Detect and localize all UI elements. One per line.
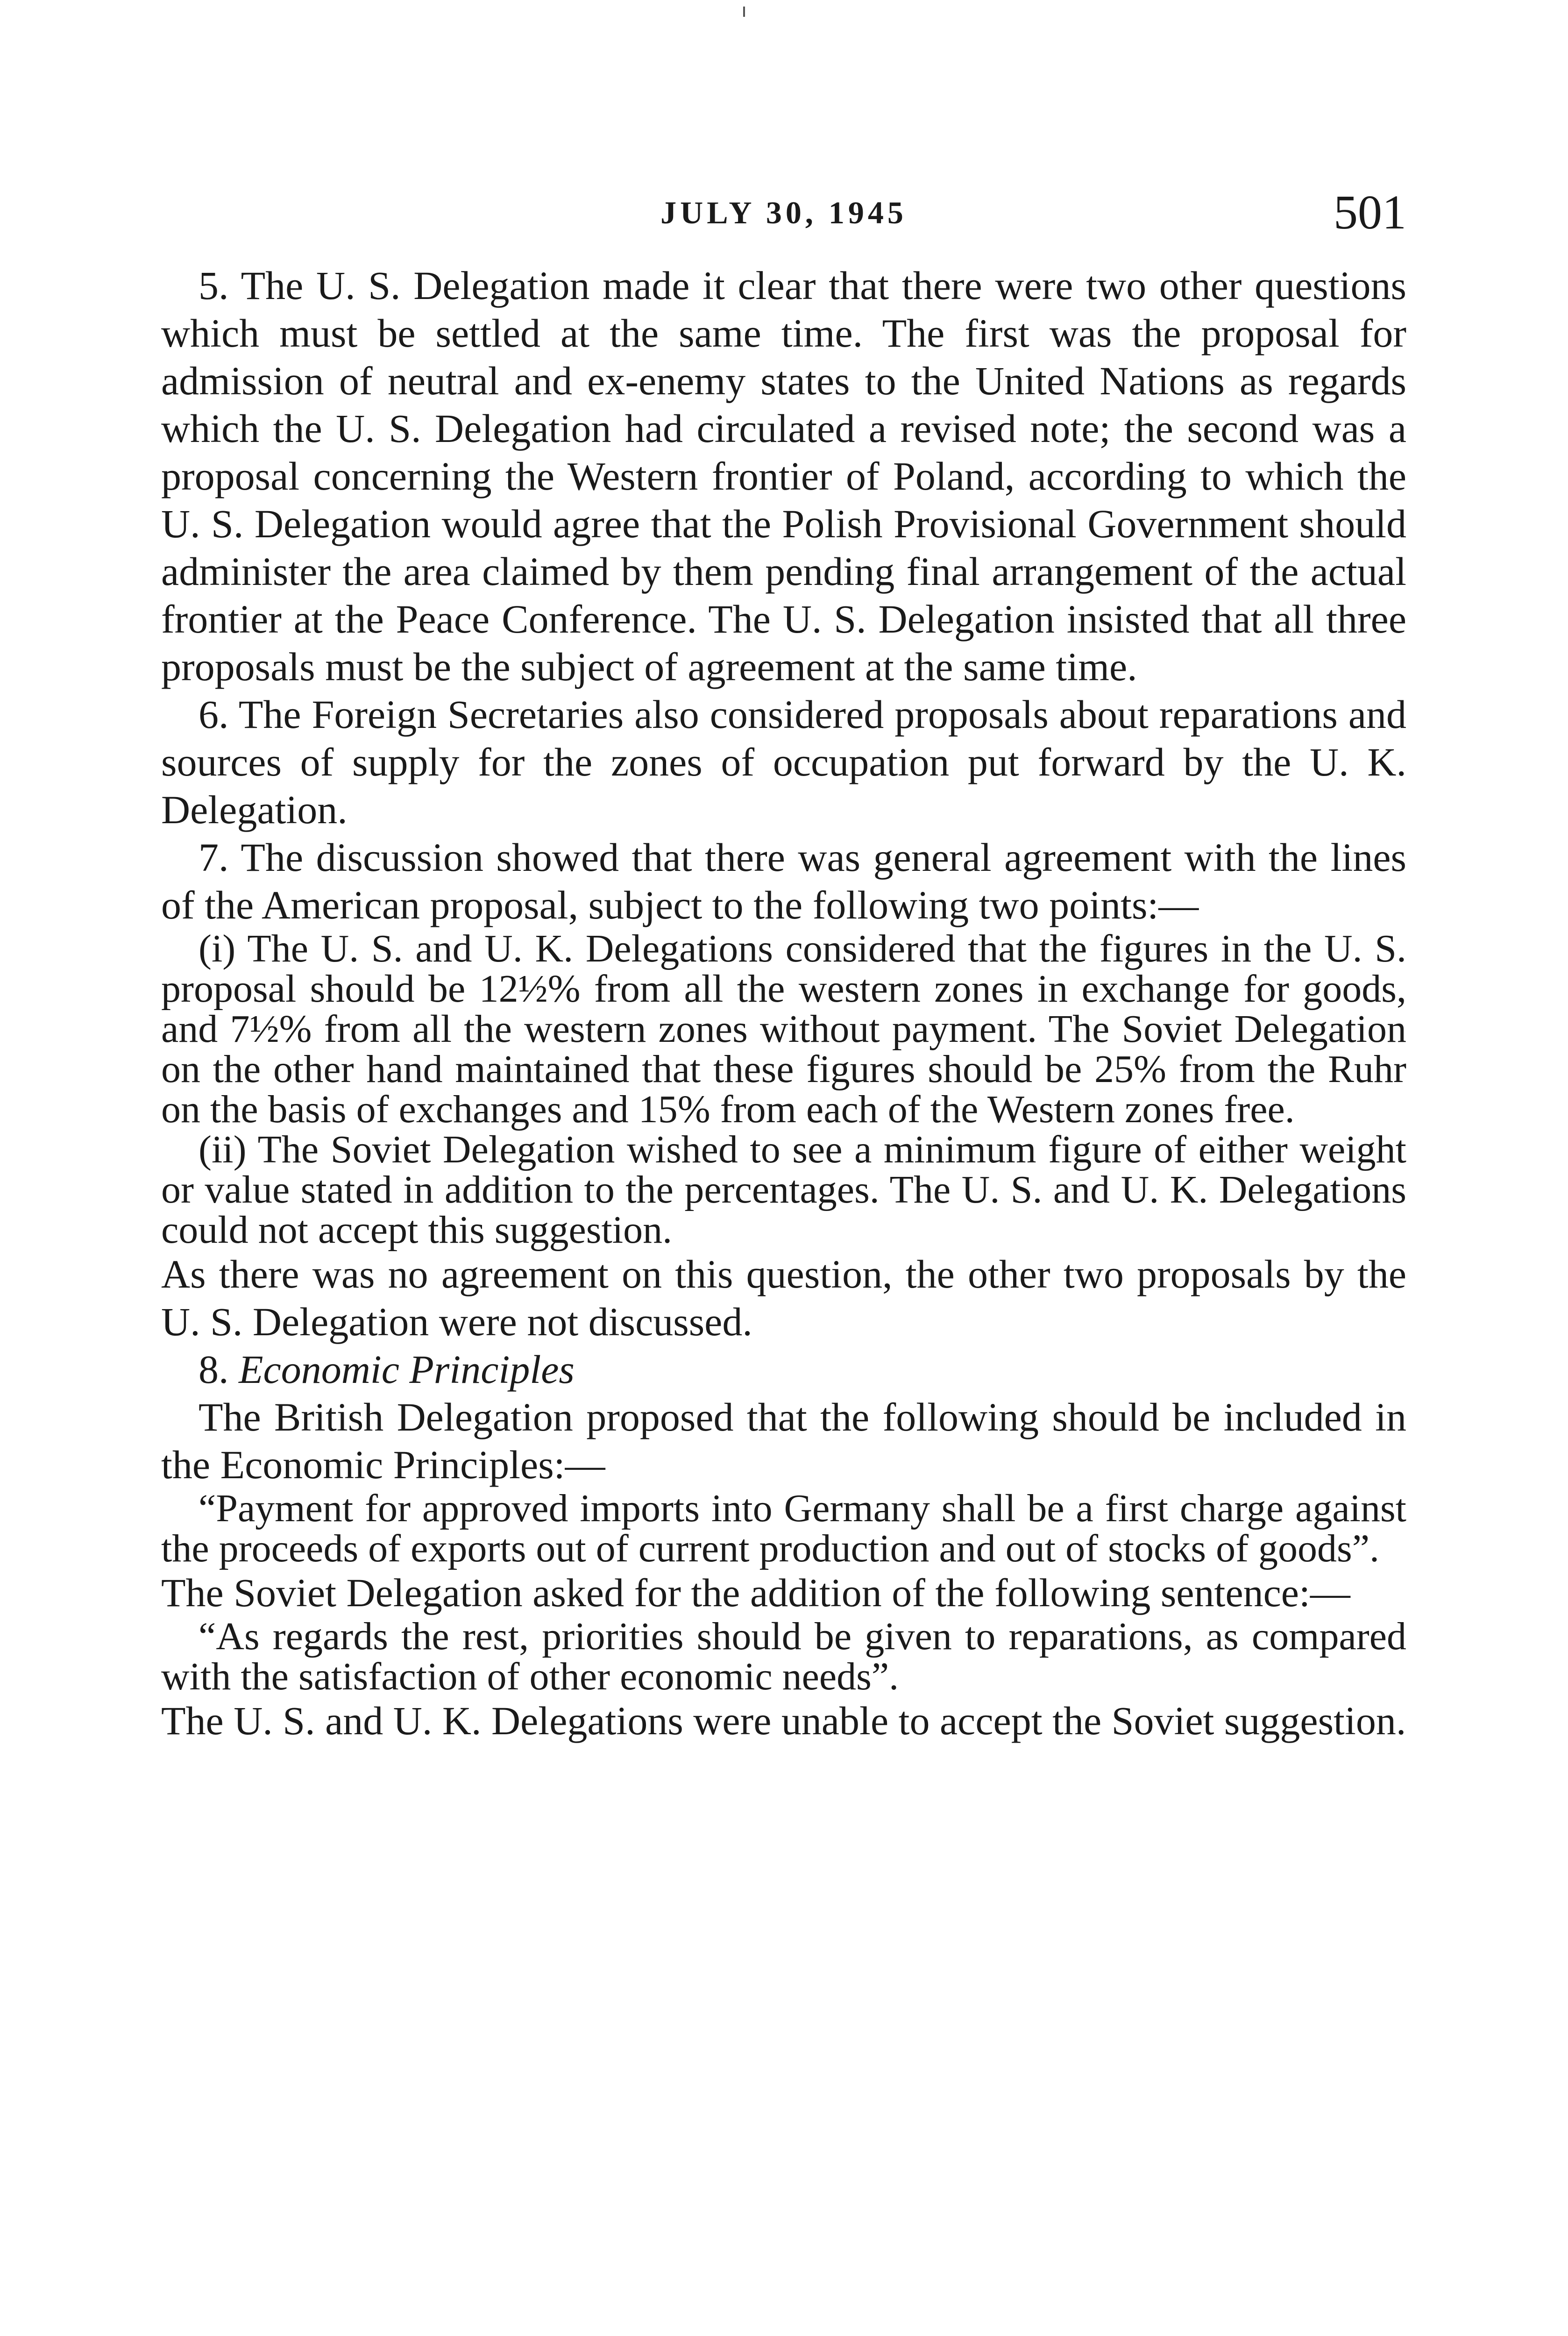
payment-quote: “Payment for approved imports into Germany shall be a first charge against the proceeds of exports out of current production and out of stocks of goods”. <box>161 1487 1406 1570</box>
paragraph-5: 5. The U. S. Delegation made it clear that there were two other questions which must be settled at the same time. The first was the proposal for admission of neutral and ex-enemy states to the United Nations as regards which the U. S. Delegation had circulated a revised note; the second was a proposal concerning the Western frontier of Poland, according to which the U. S. Delegation would agree that the Polish Provisional Government should administer the area claimed by them pending final arrangement of the actual frontier at the Peace Conference. The U. S. Delegation insisted that all three proposals must be the subject of agreement at the same time. <box>161 263 1406 689</box>
british-proposal-paragraph: The British Delegation proposed that the following should be included in the Economic Principles:— <box>161 1395 1406 1487</box>
paragraph-6: 6. The Foreign Secretaries also considered proposals about reparations and sources of supply for the zones of occupation put forward by the U. K. Delegation. <box>161 692 1406 832</box>
document-body <box>161 262 1406 1745</box>
closing-paragraph: The U. S. and U. K. Delegations were unable to accept the Soviet suggestion. <box>161 1698 1406 1743</box>
page-number: 501 <box>1334 185 1406 239</box>
section-8-number: 8. <box>199 1347 229 1392</box>
header-date: JULY 30, 1945 <box>660 195 907 230</box>
scan-mark <box>743 7 745 17</box>
priorities-quote: “As regards the rest, priorities should be given to reparations, as compared with the satisfaction of other economic needs”. <box>161 1615 1406 1698</box>
section-8-title: Economic Principles <box>239 1347 575 1392</box>
subpoint-ii: (ii) The Soviet Delegation wished to see a minimum figure of either weight or value stated in addition to the percentages. The U. S. and U. K. Delegations could not accept this suggestion. <box>161 1128 1406 1252</box>
soviet-request-paragraph: The Soviet Delegation asked for the addition of the following sentence:— <box>161 1570 1350 1615</box>
page-header <box>161 187 1406 238</box>
no-agreement-paragraph: As there was no agreement on this question, the other two proposals by the U. S. Delegation were not discussed. <box>161 1252 1406 1344</box>
section-8-heading <box>161 1346 1406 1393</box>
paragraph-7: 7. The discussion showed that there was general agreement with the lines of the American proposal, subject to the following two points:— <box>161 835 1406 927</box>
subpoint-i: (i) The U. S. and U. K. Delegations considered that the figures in the U. S. proposal should be 12½% from all the western zones in exchange for goods, and 7½% from all the western zones without payment. The Soviet Delegation on the other hand maintained that these figures should be 25% from the Ruhr on the basis of exchanges and 15% from each of the Western zones free. <box>161 927 1406 1131</box>
